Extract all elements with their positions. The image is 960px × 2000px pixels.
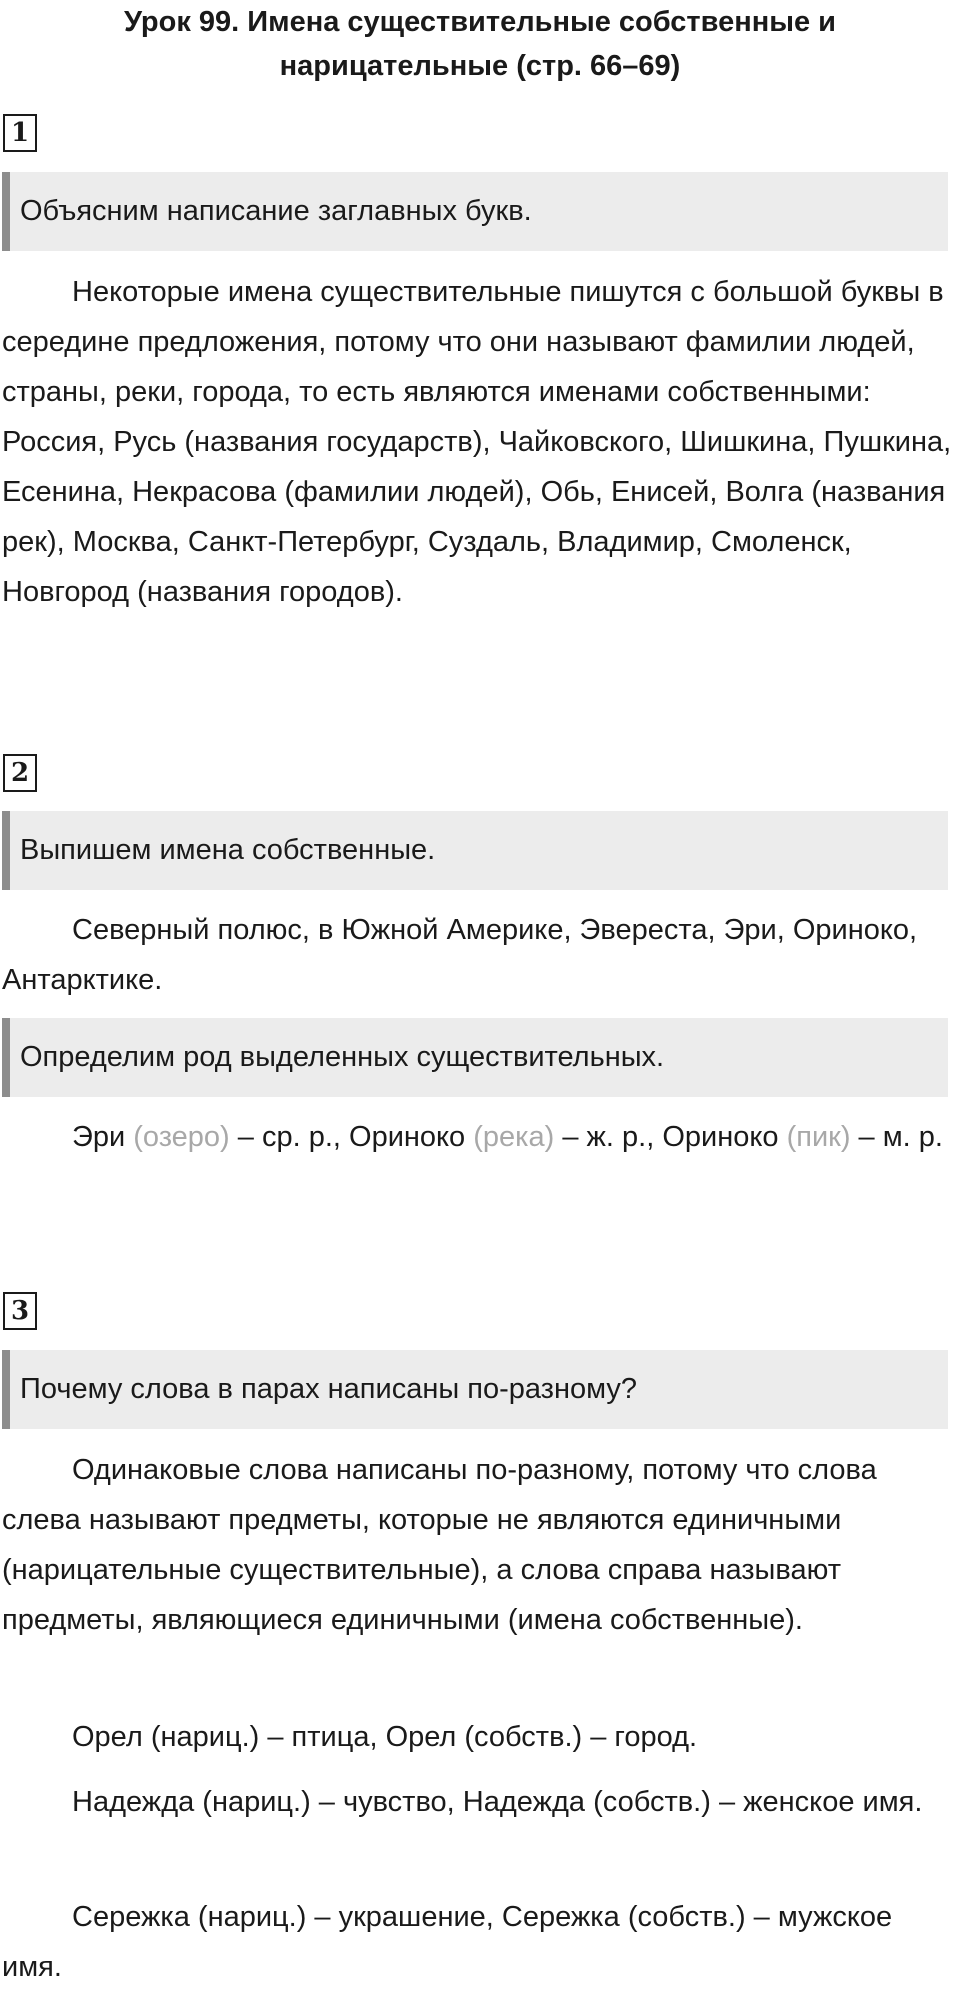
gender-text-3: – м. р. [858,1121,943,1153]
exercise-number-2: 2 [3,754,37,792]
task-heading-2a: Выпишем имена собственные. [2,811,948,890]
task-heading-1: Объясним написание заглавных букв. [2,172,948,251]
hint-peak: (пик) [786,1121,851,1153]
task-heading-2b: Определим род выделенных существительных. [2,1018,948,1097]
word-pair-3: Сережка (нариц.) – украшение, Сережка (собств.) – мужское имя. [2,1901,893,1983]
gender-text-1: – ср. р., Ориноко [237,1121,466,1153]
answer-paragraph-3: Одинаковые слова написаны по-разному, потому что слова слева называют предметы, которые не являются единичными (нарицательные существительные), а слова справа называют предметы, являющиеся единичными (имена собственные). [2,1454,877,1636]
exercise-number-1: 1 [3,114,37,152]
lesson-title-line2: нарицательные (стр. 66–69) [279,50,681,82]
word-pair-1: Орел (нариц.) – птица, Орел (собств.) – город. [72,1721,698,1753]
word-pair-2: Надежда (нариц.) – чувство, Надежда (собств.) – женское имя. [72,1786,923,1818]
exercise-number-3: 3 [3,1292,37,1330]
lesson-title-line1: Урок 99. Имена существительные собственные и [123,6,837,38]
answer-paragraph-2a: Северный полюс, в Южной Америке, Эвереста, Эри, Ориноко, Антарктике. [2,914,918,996]
word-eri: Эри [72,1121,126,1153]
hint-river: (река) [473,1121,555,1153]
answer-paragraph-2b [2,1112,952,1162]
lesson-title [0,0,960,88]
gender-text-2: – ж. р., Ориноко [562,1121,779,1153]
task-heading-3: Почему слова в парах написаны по-разному? [2,1350,948,1429]
hint-lake: (озеро) [133,1121,230,1153]
answer-paragraph-1: Некоторые имена существительные пишутся с большой буквы в середине предложения, потому что они называют фамилии людей, страны, реки, города, то есть являются именами собственными: Россия, Русь (названия государств), Чайковского, Шишкина, Пушкина, Есенина, Некрасова (фамилии людей), Обь, Енисей, Волга (названия рек), Москва, Санкт-Петербург, Суздаль, Владимир, Смоленск, Новгород (названия городов). [2,276,952,608]
